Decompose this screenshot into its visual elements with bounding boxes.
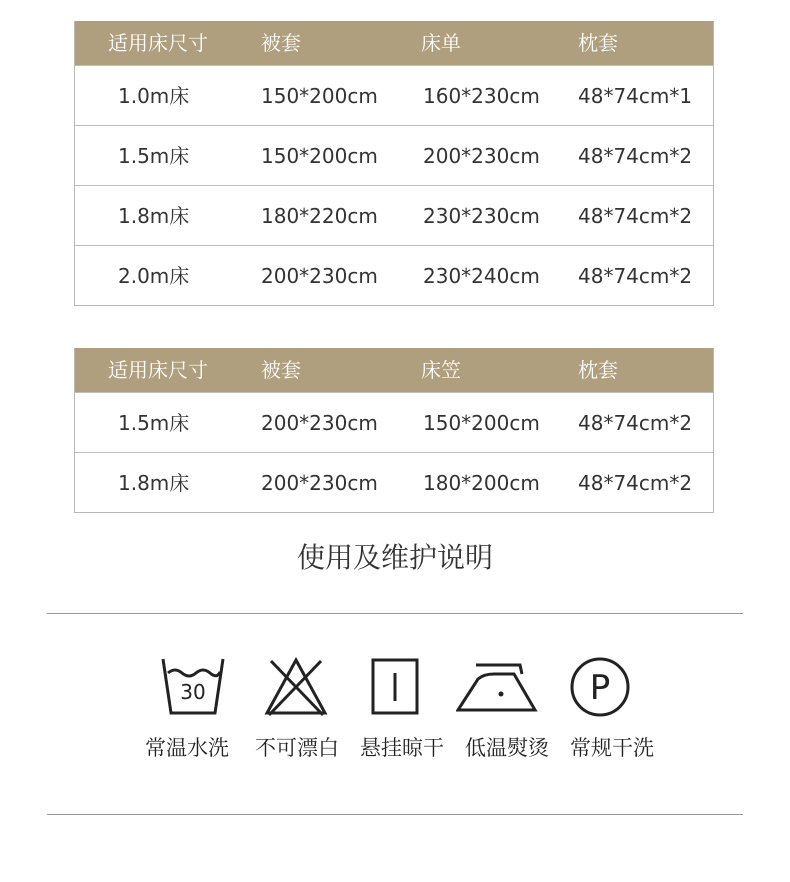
header-duvet-cover: 被套 (261, 358, 301, 382)
size-table-1 (74, 21, 714, 306)
cell-pillowcase: 48*74cm*2 (578, 411, 693, 435)
cell-bed-sheet: 230*240cm (423, 264, 540, 288)
header-bed-size: 适用床尺寸 (108, 31, 208, 55)
iron-low-icon (456, 655, 538, 719)
cell-pillowcase: 48*74cm*2 (578, 144, 693, 168)
header-fitted-sheet: 床笠 (421, 358, 461, 382)
wash-temperature-value: 30 (180, 680, 206, 704)
cell-bed-size: 1.8m床 (118, 204, 190, 228)
table-row (75, 245, 713, 305)
divider (47, 814, 743, 815)
table-row (75, 125, 713, 185)
size-table-2 (74, 348, 714, 513)
table-header (75, 21, 713, 65)
table-header (75, 348, 713, 392)
care-label-dry-clean: 常规干洗 (570, 736, 654, 760)
header-duvet-cover: 被套 (261, 31, 301, 55)
header-bed-size: 适用床尺寸 (108, 358, 208, 382)
cell-pillowcase: 48*74cm*1 (578, 84, 693, 108)
wash-30-icon (157, 655, 227, 719)
dry-clean-p-letter: P (589, 668, 611, 708)
care-label-no-bleach: 不可漂白 (255, 736, 339, 760)
cell-fitted-sheet: 150*200cm (423, 411, 540, 435)
hang-dry-icon (360, 655, 430, 719)
cell-duvet-cover: 150*200cm (261, 84, 378, 108)
care-instructions-title: 使用及维护说明 (296, 541, 493, 574)
cell-fitted-sheet: 180*200cm (423, 471, 540, 495)
table-row (75, 65, 713, 125)
care-label-wash: 常温水洗 (145, 736, 229, 760)
cell-bed-sheet: 200*230cm (423, 144, 540, 168)
header-bed-sheet: 床单 (421, 31, 461, 55)
care-label-hang-dry: 悬挂晾干 (360, 736, 444, 760)
cell-duvet-cover: 200*230cm (261, 411, 378, 435)
divider (47, 613, 743, 614)
cell-bed-size: 1.5m床 (118, 411, 190, 435)
no-bleach-icon (261, 655, 331, 719)
cell-pillowcase: 48*74cm*2 (578, 264, 693, 288)
table-row (75, 452, 713, 512)
cell-duvet-cover: 200*230cm (261, 471, 378, 495)
cell-bed-sheet: 160*230cm (423, 84, 540, 108)
cell-duvet-cover: 150*200cm (261, 144, 378, 168)
header-pillowcase: 枕套 (578, 358, 618, 382)
cell-bed-size: 2.0m床 (118, 264, 190, 288)
table-row (75, 392, 713, 452)
cell-bed-sheet: 230*230cm (423, 204, 540, 228)
table-row (75, 185, 713, 245)
cell-bed-size: 1.0m床 (118, 84, 190, 108)
cell-bed-size: 1.8m床 (118, 471, 190, 495)
dry-clean-p-icon (567, 655, 633, 719)
cell-pillowcase: 48*74cm*2 (578, 471, 693, 495)
cell-duvet-cover: 200*230cm (261, 264, 378, 288)
cell-duvet-cover: 180*220cm (261, 204, 378, 228)
care-label-iron-low: 低温熨烫 (465, 736, 549, 760)
cell-pillowcase: 48*74cm*2 (578, 204, 693, 228)
cell-bed-size: 1.5m床 (118, 144, 190, 168)
header-pillowcase: 枕套 (578, 31, 618, 55)
